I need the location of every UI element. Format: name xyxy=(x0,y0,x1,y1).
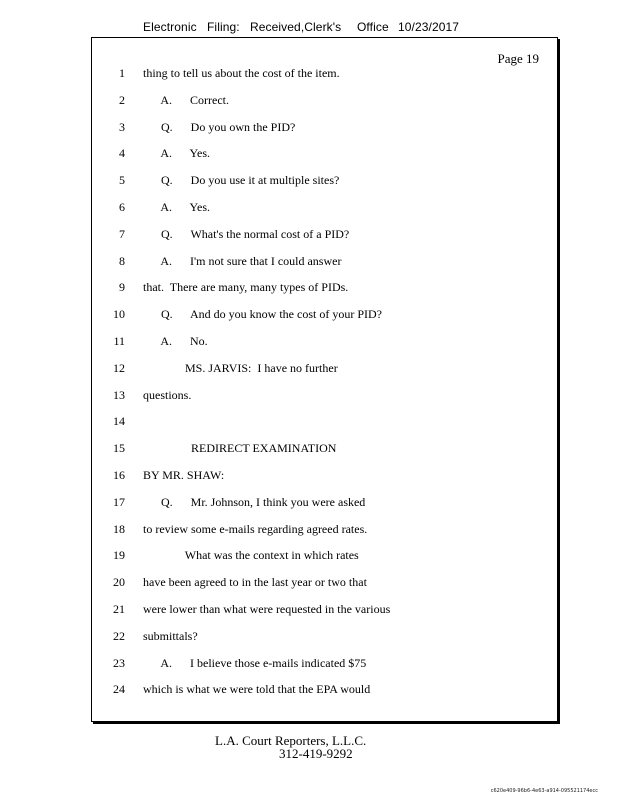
document-hash: c620e409-96b6-4e63-a914-095521174ecc xyxy=(490,788,598,794)
line-text: A. Yes. xyxy=(143,146,211,161)
footer-company: L.A. Court Reporters, L.L.C. xyxy=(215,733,367,748)
line-number: 8 xyxy=(119,253,125,268)
transcript-line xyxy=(92,548,557,566)
line-number: 21 xyxy=(113,602,125,616)
line-number: 13 xyxy=(113,387,125,402)
transcript-line xyxy=(92,682,557,700)
transcript-line xyxy=(92,120,557,138)
line-text: thing to tell us about the cost of the item. xyxy=(143,66,340,80)
line-text: which is what we were told that the EPA would xyxy=(143,682,371,697)
line-text: Q. What's the normal cost of a PID? xyxy=(143,226,350,241)
line-text: A. I believe those e-mails indicated $75 xyxy=(143,655,367,670)
line-number: 16 xyxy=(113,468,125,482)
transcript-line xyxy=(92,522,557,540)
transcript-line xyxy=(92,146,557,164)
transcript-line xyxy=(92,227,557,245)
footer-phone: 312-419-9292 xyxy=(279,746,353,761)
transcript-line xyxy=(92,656,557,674)
line-number: 15 xyxy=(113,441,125,456)
line-number: 19 xyxy=(113,548,125,563)
line-number: 7 xyxy=(119,226,125,241)
line-text: A. No. xyxy=(143,334,208,348)
line-number: 10 xyxy=(113,307,125,322)
transcript-line xyxy=(92,441,557,459)
line-text: A. Yes. xyxy=(143,200,211,214)
transcript-line xyxy=(92,575,557,593)
transcript-line xyxy=(92,93,557,111)
transcript-line xyxy=(92,602,557,620)
page-number: Page 19 xyxy=(497,51,539,66)
transcript-line xyxy=(92,414,557,432)
line-number: 12 xyxy=(113,360,125,375)
line-number: 14 xyxy=(113,414,125,429)
header-word-received: Received,Clerk's xyxy=(250,20,342,34)
line-text: questions. xyxy=(143,387,192,402)
transcript-line xyxy=(92,388,557,406)
transcript-line xyxy=(92,66,557,84)
line-text: Q. And do you know the cost of your PID? xyxy=(143,307,382,322)
transcript-page xyxy=(91,37,558,722)
line-text: REDIRECT EXAMINATION xyxy=(143,441,337,456)
line-text: A. Correct. xyxy=(143,92,229,107)
line-number: 20 xyxy=(113,575,125,590)
transcript-line xyxy=(92,361,557,379)
line-text: were lower than what were requested in the various xyxy=(143,602,391,616)
line-number: 11 xyxy=(113,334,125,348)
line-number: 9 xyxy=(119,280,125,295)
line-number: 22 xyxy=(113,628,125,643)
line-number: 3 xyxy=(119,119,125,134)
header-word-electronic: Electronic xyxy=(143,20,197,34)
header-word-office: Office xyxy=(357,20,389,34)
line-number: 17 xyxy=(113,494,125,509)
transcript-line xyxy=(92,200,557,218)
line-text: BY MR. SHAW: xyxy=(143,468,225,482)
transcript-line xyxy=(92,468,557,486)
transcript-line xyxy=(92,495,557,513)
line-number: 18 xyxy=(113,521,125,536)
line-text: MS. JARVIS: I have no further xyxy=(143,360,338,375)
line-text: submittals? xyxy=(143,628,198,643)
line-number: 23 xyxy=(113,655,125,670)
line-text: that. There are many, many types of PIDs. xyxy=(143,280,349,295)
transcript-line xyxy=(92,629,557,647)
line-text: Q. Do you use it at multiple sites? xyxy=(143,173,340,188)
line-number: 5 xyxy=(119,173,125,188)
line-text: have been agreed to in the last year or two that xyxy=(143,575,367,590)
transcript-line xyxy=(92,307,557,325)
line-text: What was the context in which rates xyxy=(143,548,359,563)
line-text: to review some e-mails regarding agreed rates. xyxy=(143,521,368,536)
transcript-line xyxy=(92,173,557,191)
line-text: A. I'm not sure that I could answer xyxy=(143,253,342,268)
header-date: 10/23/2017 xyxy=(398,20,460,34)
header-word-filing: Filing: xyxy=(207,20,240,34)
transcript-line xyxy=(92,254,557,272)
line-number: 2 xyxy=(119,92,125,107)
line-number: 4 xyxy=(119,146,125,161)
line-number: 24 xyxy=(113,682,125,697)
line-text: Q. Mr. Johnson, I think you were asked xyxy=(143,494,366,509)
line-text: Q. Do you own the PID? xyxy=(143,119,296,134)
line-number: 1 xyxy=(119,66,125,80)
line-number: 6 xyxy=(119,200,125,214)
transcript-line xyxy=(92,334,557,352)
transcript-line xyxy=(92,280,557,298)
